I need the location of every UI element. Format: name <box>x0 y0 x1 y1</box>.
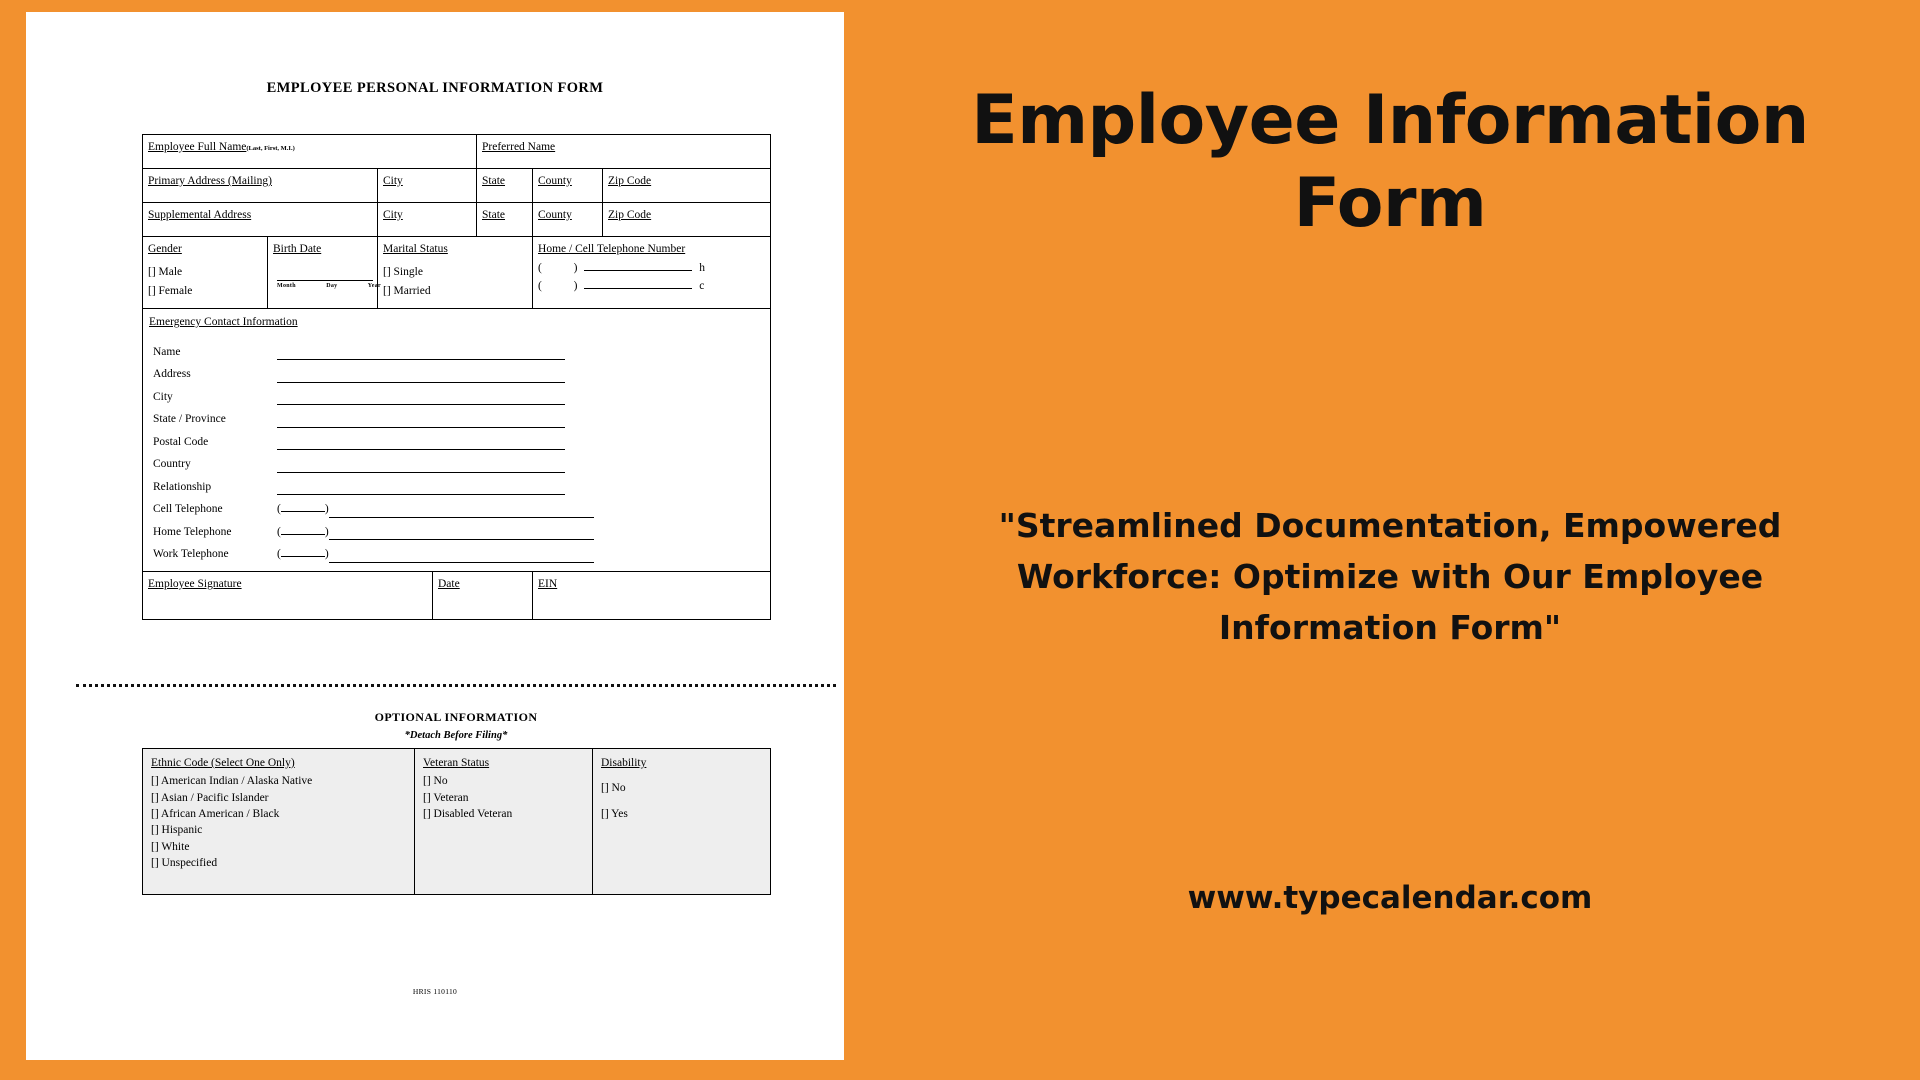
optional-row <box>143 749 771 895</box>
field-ein[interactable] <box>533 571 771 619</box>
field-full-name[interactable] <box>143 135 477 169</box>
phone-paren-open-2: ( <box>538 280 542 293</box>
phone-line-2 <box>584 278 692 289</box>
field-state-2[interactable] <box>477 203 533 237</box>
disability-option-yes[interactable]: [] Yes <box>601 807 628 820</box>
emergency-line-state <box>277 415 565 428</box>
detach-dotted-line <box>76 684 836 687</box>
gender-option-male[interactable]: [] Male <box>148 265 183 278</box>
ethnic-option-african-american[interactable]: [] African American / Black <box>151 807 280 820</box>
state-label-1: State <box>482 175 506 187</box>
city-label-1: City <box>383 175 403 187</box>
ein-label: EIN <box>538 577 558 590</box>
emergency-paren-cell: ( ) <box>277 503 329 515</box>
table-row-name <box>143 135 771 169</box>
telephone-label: Home / Cell Telephone Number <box>538 243 686 255</box>
ethnic-code-header: Ethnic Code (Select One Only) <box>151 757 295 769</box>
optional-info-table <box>142 748 771 895</box>
table-row-primary-address <box>143 169 771 203</box>
field-county-2[interactable] <box>533 203 603 237</box>
field-disability[interactable] <box>593 749 771 895</box>
emergency-paren-home: ( ) <box>277 525 329 538</box>
birth-date-rule <box>277 280 373 281</box>
zip-label-1: Zip Code <box>608 175 652 187</box>
telephone-row-cell[interactable] <box>538 278 765 295</box>
promo-panel <box>860 0 1920 1080</box>
telephone-row-home[interactable] <box>538 260 765 277</box>
veteran-status-header: Veteran Status <box>423 757 490 769</box>
emergency-label-work: Work Telephone <box>153 548 229 560</box>
table-row-supplemental-address <box>143 203 771 237</box>
phone-paren-open-1: ( <box>538 261 542 274</box>
field-city-2[interactable] <box>378 203 477 237</box>
zip-label-2: Zip Code <box>608 209 652 221</box>
birth-date-entry[interactable] <box>273 258 381 298</box>
emergency-label-home: Home Telephone <box>153 525 232 538</box>
form-title: EMPLOYEE PERSONAL INFORMATION FORM <box>266 80 604 96</box>
veteran-option-veteran[interactable]: [] Veteran <box>423 791 469 804</box>
table-row-signature <box>143 571 771 619</box>
emergency-paren-work: ( ) <box>277 548 329 560</box>
ethnic-option-hispanic[interactable]: [] Hispanic <box>151 824 203 837</box>
emergency-line-name <box>277 347 565 360</box>
document-content <box>26 12 844 1060</box>
field-state-1[interactable] <box>477 169 533 203</box>
birth-date-day: Day <box>326 282 338 289</box>
emergency-label-country: Country <box>153 458 191 470</box>
disability-header: Disability <box>601 757 647 769</box>
emergency-line-city <box>277 392 565 405</box>
full-name-label: Employee Full Name <box>148 141 247 153</box>
supplemental-address-label: Supplemental Address <box>148 209 252 221</box>
primary-address-label: Primary Address (Mailing) <box>148 175 272 187</box>
county-label-2: County <box>538 209 572 221</box>
emergency-label-postal: Postal Code <box>153 435 209 448</box>
field-county-1[interactable] <box>533 169 603 203</box>
field-birth-date[interactable] <box>268 237 381 309</box>
table-row-demographics <box>143 237 771 309</box>
emergency-label-cell: Cell Telephone <box>153 503 223 515</box>
phone-suffix-2: c <box>699 280 705 293</box>
emergency-line-address <box>277 370 565 383</box>
birth-date-month: Month <box>277 282 296 289</box>
birth-date-year: Year <box>367 282 381 289</box>
emergency-line-country <box>277 460 565 473</box>
field-signature[interactable] <box>143 571 433 619</box>
emergency-label-city: City <box>153 390 173 403</box>
field-ethnic-code[interactable] <box>143 749 415 895</box>
field-preferred-name[interactable] <box>477 135 771 169</box>
emergency-line-work <box>329 550 594 563</box>
emergency-label-name: Name <box>153 345 181 358</box>
ethnic-option-asian[interactable]: [] Asian / Pacific Islander <box>151 791 269 804</box>
emergency-label-state: State / Province <box>153 413 226 425</box>
emergency-row[interactable] <box>149 518 764 541</box>
document-footer-code: HRIS 110110 <box>412 987 458 996</box>
emergency-row[interactable] <box>149 428 764 451</box>
optional-section-title: OPTIONAL INFORMATION <box>374 710 538 724</box>
emergency-label-address: Address <box>153 368 191 380</box>
emergency-row[interactable] <box>149 473 764 496</box>
marital-status-label: Marital Status <box>383 243 448 255</box>
field-city-1[interactable] <box>378 169 477 203</box>
birth-date-parts <box>277 282 381 291</box>
emergency-line-home <box>329 527 594 540</box>
veteran-option-disabled-veteran[interactable]: [] Disabled Veteran <box>423 807 513 820</box>
emergency-row[interactable] <box>149 495 764 518</box>
ethnic-option-unspecified[interactable]: [] Unspecified <box>151 856 218 869</box>
emergency-line-postal <box>277 437 565 450</box>
promo-quote: "Streamlined Documentation, Empowered Workforce: Optimize with Our Employee Information Form" <box>998 506 1782 648</box>
document-sheet <box>26 12 844 1060</box>
signature-label: Employee Signature <box>148 577 242 590</box>
field-marital-status[interactable] <box>378 237 533 309</box>
veteran-option-no[interactable]: [] No <box>423 775 448 788</box>
main-form-table <box>142 134 771 620</box>
emergency-contact-title: Emergency Contact Information <box>149 316 298 328</box>
phone-line-1 <box>584 260 692 271</box>
phone-paren-close-2: ) <box>573 280 578 293</box>
emergency-row[interactable] <box>149 360 764 383</box>
field-gender[interactable] <box>143 237 268 309</box>
disability-option-no[interactable]: [] No <box>601 782 626 795</box>
field-zip-1[interactable] <box>603 169 771 203</box>
table-row-emergency <box>143 309 771 572</box>
preferred-name-label: Preferred Name <box>482 141 556 153</box>
marital-option-single[interactable]: [] Single <box>383 265 423 278</box>
date-label: Date <box>438 577 460 590</box>
emergency-line-cell <box>329 505 594 518</box>
field-veteran-status[interactable] <box>415 749 593 895</box>
gender-label: Gender <box>148 243 182 255</box>
optional-section-subtitle: *Detach Before Filing* <box>404 730 508 741</box>
promo-title: Employee Information Form <box>971 81 1809 243</box>
field-emergency-contact[interactable] <box>143 309 771 572</box>
emergency-label-relationship: Relationship <box>153 480 212 493</box>
emergency-row[interactable] <box>149 338 764 361</box>
phone-paren-close-1: ) <box>573 261 578 274</box>
marital-option-married[interactable]: [] Married <box>383 285 431 298</box>
full-name-hint: (Last, First, M.I.) <box>246 145 295 152</box>
field-primary-address[interactable] <box>143 169 378 203</box>
field-zip-2[interactable] <box>603 203 771 237</box>
ethnic-option-white[interactable]: [] White <box>151 840 190 853</box>
field-telephone[interactable] <box>533 237 771 309</box>
state-label-2: State <box>482 209 506 221</box>
gender-option-female[interactable]: [] Female <box>148 285 193 298</box>
promo-website-url[interactable]: www.typecalendar.com <box>1187 880 1593 916</box>
emergency-row[interactable] <box>149 450 764 473</box>
city-label-2: City <box>383 209 403 221</box>
ethnic-option-american-indian[interactable]: [] American Indian / Alaska Native <box>151 775 313 788</box>
emergency-row[interactable] <box>149 383 764 406</box>
phone-suffix-1: h <box>699 261 705 274</box>
emergency-row[interactable] <box>149 540 764 563</box>
field-date[interactable] <box>433 571 533 619</box>
emergency-line-relationship <box>277 482 565 495</box>
birth-date-label: Birth Date <box>273 243 322 255</box>
field-supplemental-address[interactable] <box>143 203 378 237</box>
emergency-row[interactable] <box>149 405 764 428</box>
county-label-1: County <box>538 175 572 187</box>
